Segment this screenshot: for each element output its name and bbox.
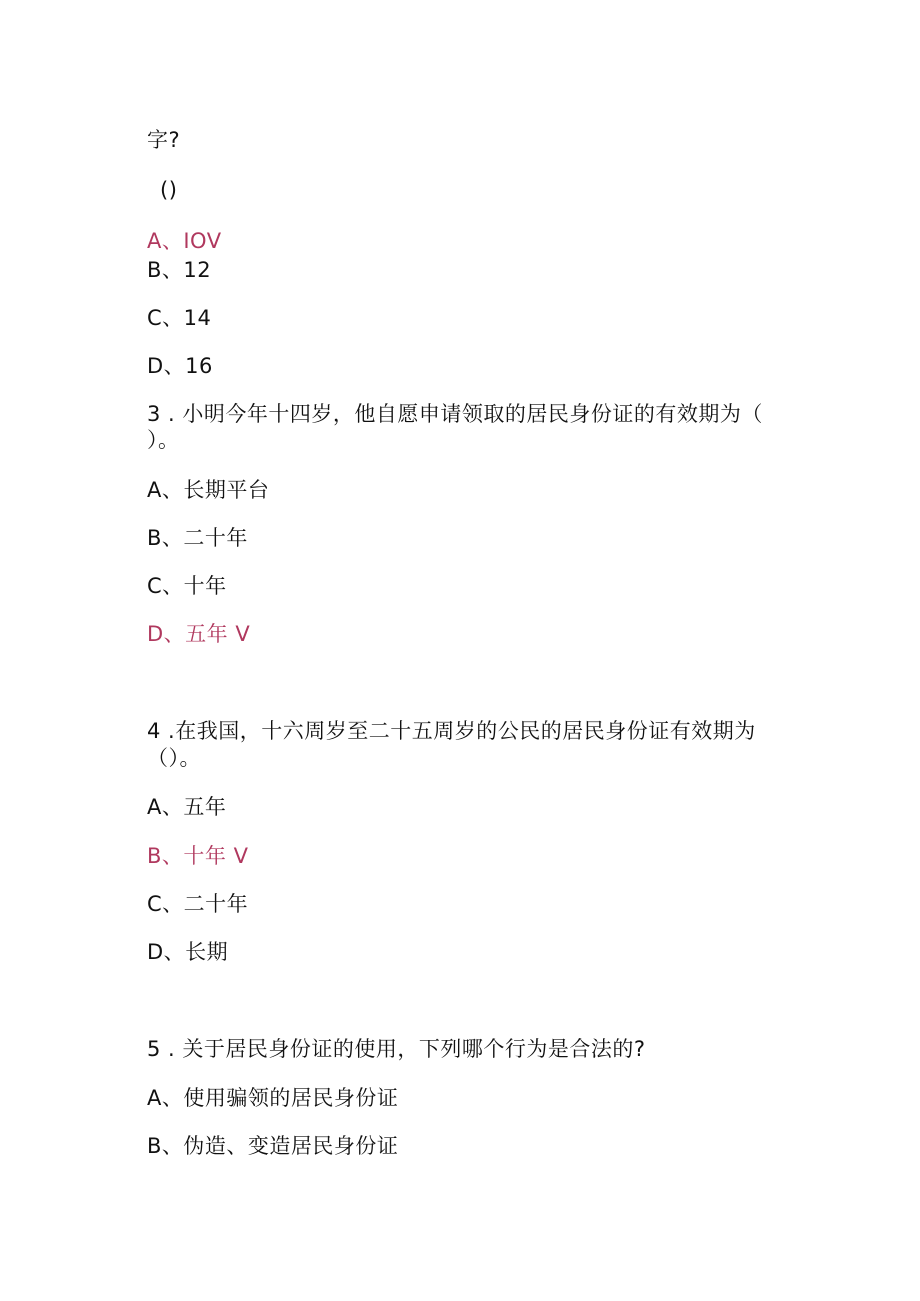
q2-stem-tail: 字? <box>147 128 181 152</box>
q2-option-a: A、IOV <box>147 229 222 253</box>
q3-option-a: A、长期平台 <box>147 478 270 502</box>
q3-option-b: B、二十年 <box>147 526 248 550</box>
q2-option-d: D、16 <box>147 354 213 378</box>
q3-option-d: D、五年 V <box>147 622 251 646</box>
q3-stem-line2: ）。 <box>147 428 180 452</box>
q4-stem-line1: 4 .在我国，十六周岁至二十五周岁的公民的居民身份证有效期为 <box>147 719 756 743</box>
q2-option-c: C、14 <box>147 306 212 330</box>
q5-stem-line1: 5 . 关于居民身份证的使用，下列哪个行为是合法的? <box>147 1037 646 1061</box>
q4-option-a: A、五年 <box>147 795 227 819</box>
q3-stem-line1: 3 . 小明今年十四岁，他自愿申请领取的居民身份证的有效期为（ <box>147 402 763 426</box>
q4-stem-line2: （）。 <box>147 746 201 770</box>
q4-option-c: C、二十年 <box>147 892 249 916</box>
q4-option-b: B、十年 V <box>147 844 249 868</box>
q4-option-d: D、长期 <box>147 940 229 964</box>
q3-option-c: C、十年 <box>147 574 227 598</box>
q5-option-b: B、伪造、变造居民身份证 <box>147 1134 399 1158</box>
q2-option-b: B、12 <box>147 258 212 282</box>
q2-answer-paren: () <box>160 178 178 202</box>
q5-option-a: A、使用骗领的居民身份证 <box>147 1086 399 1110</box>
